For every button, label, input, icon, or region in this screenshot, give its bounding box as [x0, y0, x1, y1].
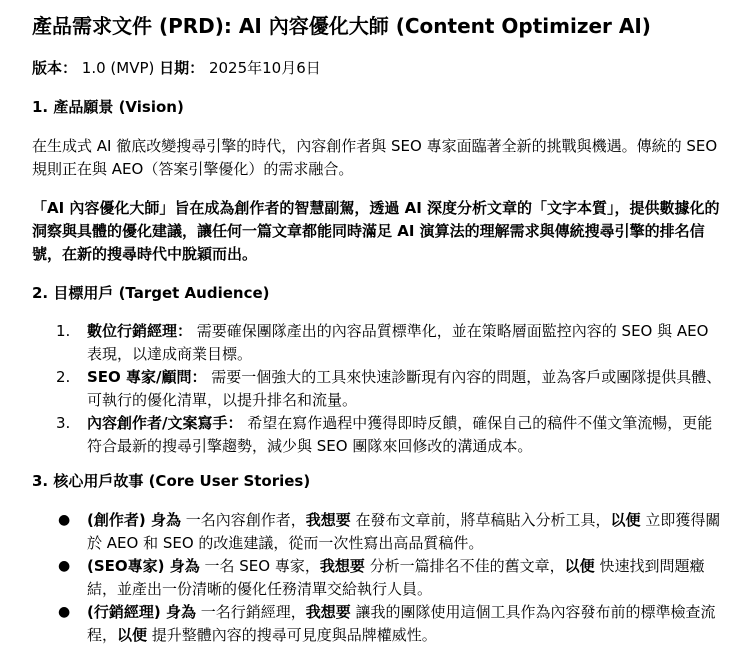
story-so-keyword: 以便: [564, 557, 595, 575]
list-number: 1.: [56, 322, 71, 340]
story-so-keyword: 以便: [610, 511, 641, 529]
target-audience-list: [32, 320, 722, 458]
list-number: 3.: [56, 414, 71, 432]
list-item: [32, 412, 722, 458]
story-as-text: 一名行銷經理，: [195, 603, 306, 621]
document-meta: [32, 57, 321, 79]
story-role: (SEO專家): [87, 557, 165, 575]
story-want-keyword: 我想要: [305, 603, 351, 621]
story-so-text: 提升整體內容的搜尋可見度與品牌權威性。: [147, 626, 437, 644]
date-label: 日期：: [159, 59, 205, 77]
date-value: 2025年10月6日: [208, 59, 321, 77]
story-so-keyword: 以便: [117, 626, 148, 644]
story-as-keyword: 身為: [160, 603, 196, 621]
list-item: [32, 555, 722, 601]
story-want-keyword: 我想要: [305, 511, 351, 529]
vision-paragraph-1: 在生成式 AI 徹底改變搜尋引擎的時代，內容創作者與 SEO 專家面臨著全新的挑戰與機遇。傳統的 SEO 規則正在與 AEO（答案引擎優化）的需求融合。: [32, 137, 718, 178]
audience-role: 內容創作者/文案寫手：: [87, 414, 243, 432]
bullet-icon: ●: [58, 604, 71, 620]
version-value: 1.0 (MVP): [81, 59, 155, 77]
story-as-text: 一名內容創作者，: [180, 511, 306, 529]
list-number: 2.: [56, 368, 71, 386]
story-want-keyword: 我想要: [319, 557, 365, 575]
story-role: (行銷經理): [87, 603, 161, 621]
list-item: [32, 320, 722, 366]
audience-description: 需要確保團隊產出的內容品質標準化，並在策略層面監控內容的 SEO 與 AEO 表現，以達成商業目標。: [87, 322, 709, 363]
story-as-keyword: 身為: [145, 511, 181, 529]
section-heading-stories: 3. 核心用戶故事 (Core User Stories): [32, 472, 311, 490]
audience-description: 需要一個強大的工具來快速診斷現有內容的問題，並為客戶或團隊提供具體、可執行的優化清單，以提升排名和流量。: [87, 368, 722, 409]
audience-description: 希望在寫作過程中獲得即時反饋，確保自己的稿件不僅文筆流暢，更能符合最新的搜尋引擎趨勢，減少與 SEO 團隊來回修改的溝通成本。: [87, 414, 713, 455]
bullet-icon: ●: [58, 512, 71, 528]
list-item: [32, 366, 722, 412]
story-as-keyword: 身為: [164, 557, 200, 575]
story-want-text: 在發布文章前，將草稿貼入分析工具，: [350, 511, 611, 529]
story-so-text: 快速找到問題癥結，並產出一份清晰的優化任務清單交給執行人員。: [87, 557, 705, 598]
story-so-text: 立即獲得關於 AEO 和 SEO 的改進建議，從而一次性寫出高品質稿件。: [87, 511, 721, 552]
story-want-text: 讓我的團隊使用這個工具作為內容發布前的標準檢查流程，: [87, 603, 716, 644]
audience-role: 數位行銷經理：: [87, 322, 193, 340]
list-item: [32, 601, 722, 647]
list-item: [32, 509, 722, 555]
bullet-icon: ●: [58, 558, 71, 574]
story-want-text: 分析一篇排名不佳的舊文章，: [364, 557, 565, 575]
story-role: (創作者): [87, 511, 146, 529]
section-heading-vision: 1. 產品願景 (Vision): [32, 98, 184, 116]
user-stories-list: [32, 509, 722, 647]
version-label: 版本：: [32, 59, 78, 77]
document-title: 產品需求文件 (PRD): AI 內容優化大師 (Content Optimizer AI): [32, 14, 651, 38]
story-as-text: 一名 SEO 專家，: [199, 557, 320, 575]
vision-paragraph-2: 「AI 內容優化大師」旨在成為創作者的智慧副駕，透過 AI 深度分析文章的「文字本質」，提供數據化的洞察與具體的優化建議，讓任何一篇文章都能同時滿足 AI 演算法的理解需求與傳統搜尋引擎的排名信號，在新的搜尋時代中脫穎而出。: [32, 199, 720, 263]
audience-role: SEO 專家/顧問：: [87, 368, 207, 386]
section-heading-audience: 2. 目標用戶 (Target Audience): [32, 284, 270, 302]
